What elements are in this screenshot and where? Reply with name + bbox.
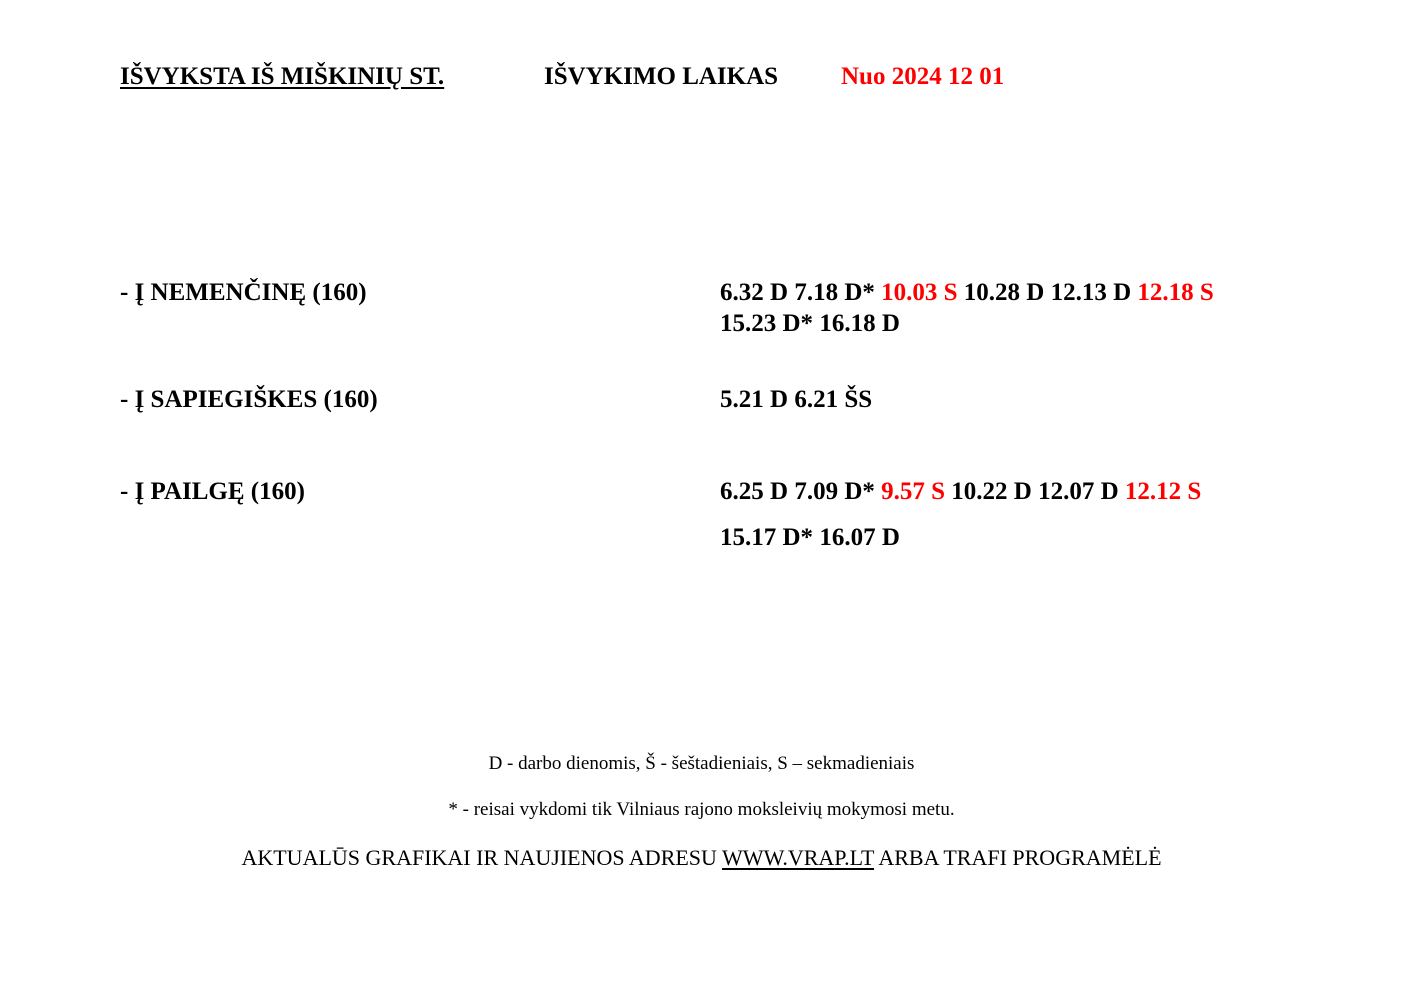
route-times-nemencine-line-2 [720, 309, 900, 339]
departure-time: 12.13 D [1050, 279, 1132, 306]
departure-time: 10.28 D [963, 279, 1045, 306]
departure-time: 15.17 D* [720, 524, 814, 551]
legend-asterisk-note: * - reisai vykdomi tik Vilniaus rajono moksleivių mokymosi metu. [448, 799, 955, 820]
valid-from-date: Nuo 2024 12 01 [841, 63, 1005, 90]
website-link[interactable]: WWW.VRAP.LT [722, 845, 875, 870]
footer-info [0, 844, 1403, 872]
departure-time: 16.07 D [819, 524, 900, 551]
departure-time: 7.09 D* [794, 478, 875, 505]
departure-time: 12.07 D [1038, 478, 1119, 505]
departure-time-label: IŠVYKIMO LAIKAS [544, 63, 779, 90]
departure-time: 7.18 D* [794, 279, 875, 306]
route-times-sapiegiskes-line-1 [720, 385, 872, 415]
footer-text-before: AKTUALŪS GRAFIKAI IR NAUJIENOS ADRESU [241, 845, 717, 870]
route-times-nemencine-line-1 [720, 278, 1214, 308]
departure-time: 15.23 D* [720, 310, 814, 337]
route-destination-nemencine: - Į NEMENČINĘ (160) [120, 279, 367, 306]
departure-time: 6.21 ŠS [794, 386, 873, 413]
departure-time-sunday: 12.18 S [1137, 279, 1214, 306]
route-destination-pailge: - Į PAILGĘ (160) [120, 478, 305, 505]
departure-time-sunday: 9.57 S [881, 478, 946, 505]
route-times-pailge-line-2 [720, 523, 900, 553]
departure-time: 16.18 D [819, 310, 900, 337]
station-title: IŠVYKSTA IŠ MIŠKINIŲ ST. [120, 63, 445, 90]
departure-time-sunday: 12.12 S [1124, 478, 1202, 505]
departure-time: 5.21 D [720, 386, 789, 413]
footer-text-after: ARBA TRAFI PROGRAMĖLĖ [878, 845, 1162, 870]
departure-time: 10.22 D [951, 478, 1032, 505]
departure-time: 6.25 D [720, 478, 789, 505]
departure-time: 6.32 D [720, 279, 789, 306]
route-destination-sapiegiskes: - Į SAPIEGIŠKES (160) [120, 386, 378, 413]
route-times-pailge-line-1 [720, 477, 1201, 507]
departure-time-sunday: 10.03 S [881, 279, 958, 306]
legend-day-codes: D - darbo dienomis, Š - šeštadieniais, S – sekmadieniais [488, 753, 915, 774]
